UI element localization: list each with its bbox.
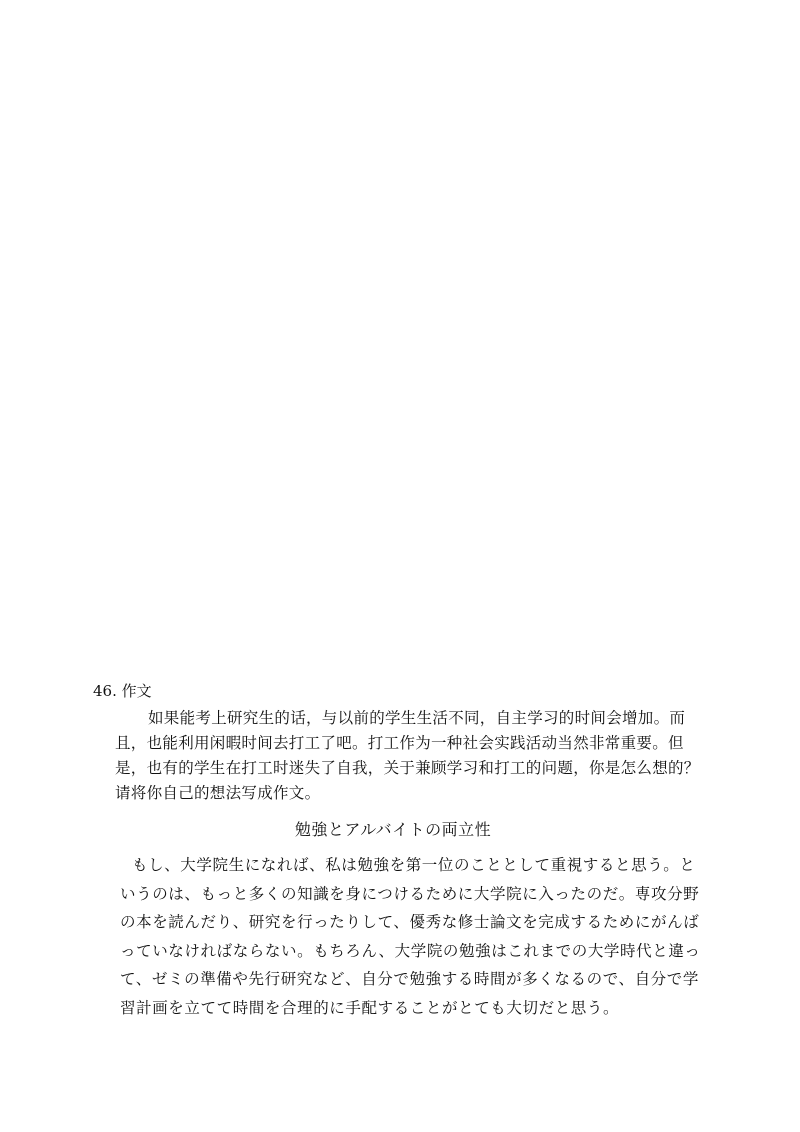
essay-line: もし、大学院生になれば、私は勉強を第一位のこととして重視すると思う。と	[132, 856, 696, 874]
essay-line: の本を読んだり、研究を行ったりして、優秀な修士論文を完成するためにがんば	[120, 913, 700, 931]
question-line: 请将你自己的想法写成作文。	[115, 784, 321, 802]
question-heading: 46. 作文	[93, 682, 152, 700]
essay-body	[120, 851, 700, 1022]
essay-line: 習計画を立てて時間を合理的に手配することがとても大切だと思う。	[120, 998, 620, 1017]
question-block	[93, 680, 700, 806]
question-line: 如果能考上研究生的话，与以前的学生生活不同，自主学习的时间会增加。而	[148, 709, 686, 727]
essay-title: 勉強とアルバイトの両立性	[294, 820, 492, 839]
essay-line: っていなければならない。もちろん、大学院の勉強はこれまでの大学時代と違っ	[120, 941, 701, 960]
essay-line: て、ゼミの準備や先行研究など、自分で勉強する時間が多くなるので、自分で学	[120, 970, 699, 988]
essay-line: いうのは、もっと多くの知識を身につけるために大学院に入ったのだ。専攻分野	[120, 884, 700, 903]
question-line: 且，也能利用闲暇时间去打工了吧。打工作为一种社会实践活动当然非常重要。但	[115, 734, 684, 752]
question-prompt	[93, 706, 700, 806]
question-line: 是，也有的学生在打工时迷失了自我，关于兼顾学习和打工的问题，你是怎么想的？	[115, 759, 700, 777]
